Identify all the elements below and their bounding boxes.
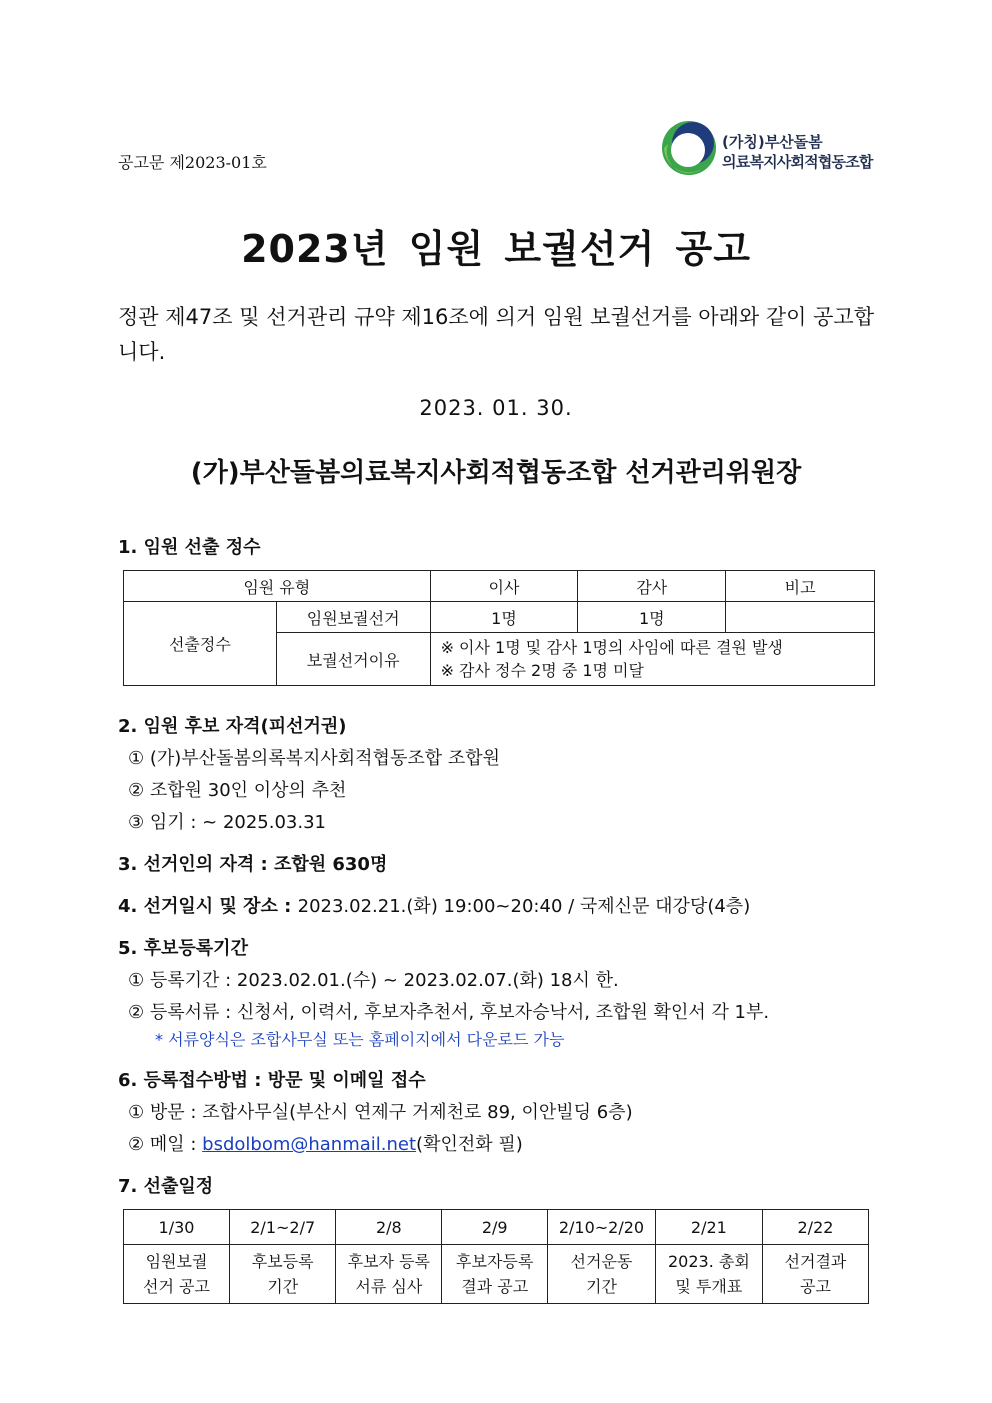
logo-text-line2: 의료복지사회적협동조합 [722, 153, 873, 171]
schedule-event-cell [548, 1245, 656, 1304]
logo-text-line1: (가칭)부산돌봄 [722, 133, 823, 151]
email-link[interactable]: bsdolbom@hanmail.net [202, 1134, 417, 1155]
event-line: 선거 공고 [143, 1277, 210, 1296]
section3-heading: 3. 선거인의 자격 : 조합원 630명 [118, 854, 388, 875]
schedule-event-row [124, 1245, 869, 1304]
event-line: 기간 [267, 1277, 299, 1296]
header-cell: 이사 [430, 571, 578, 602]
event-line: 후보등록 [251, 1252, 314, 1271]
list-item: ② 등록서류 : 신청서, 이력서, 후보자추천서, 후보자승낙서, 조합원 확인서 각 1부. [128, 1002, 770, 1023]
list-item: ② 조합원 30인 이상의 추천 [128, 780, 347, 801]
table-header-row [124, 571, 875, 602]
event-line: 및 투개표 [675, 1277, 743, 1296]
row-label-cell: 보궐선거이유 [276, 633, 430, 686]
table-row [124, 602, 875, 633]
header-cell: 비고 [726, 571, 875, 602]
list-item: ① 방문 : 조합사무실(부산시 연제구 거제천로 89, 이안빌딩 6층) [128, 1102, 633, 1123]
schedule-event-cell [655, 1245, 762, 1304]
section4-detail: 2023.02.21.(화) 19:00~20:40 / 국제신문 대강당(4층) [297, 896, 751, 917]
group-label-cell: 선출정수 [124, 602, 277, 686]
schedule-event-cell [124, 1245, 230, 1304]
schedule-date-cell: 2/8 [336, 1210, 442, 1245]
section7-heading: 7. 선출일정 [118, 1176, 214, 1197]
section2-heading: 2. 임원 후보 자격(피선거권) [118, 716, 347, 737]
schedule-table [123, 1209, 869, 1304]
section1-heading: 1. 임원 선출 정수 [118, 537, 261, 558]
header-cell: 임원 유형 [124, 571, 431, 602]
event-line: 결과 공고 [461, 1277, 529, 1296]
schedule-date-cell: 2/9 [442, 1210, 548, 1245]
schedule-event-cell [336, 1245, 442, 1304]
note-cell [726, 602, 875, 633]
election-quota-table [123, 570, 875, 686]
event-line: 기간 [586, 1277, 617, 1296]
event-line: 서류 심사 [355, 1277, 423, 1296]
reason-line: ※ 이사 1명 및 감사 1명의 사임에 따른 결원 발생 [440, 638, 783, 657]
list-item: ③ 임기 : ~ 2025.03.31 [128, 812, 327, 833]
header-cell: 감사 [578, 571, 726, 602]
reason-cell [430, 633, 874, 686]
list-item: ① (가)부산돌봄의록복지사회적협동조합 조합원 [128, 748, 500, 769]
schedule-date-row [124, 1210, 869, 1245]
event-line: 후보자등록 [456, 1252, 534, 1271]
schedule-date-cell: 2/1~2/7 [230, 1210, 336, 1245]
schedule-event-cell [762, 1245, 868, 1304]
schedule-date-cell: 2/21 [655, 1210, 762, 1245]
director-count-cell: 1명 [430, 602, 578, 633]
schedule-date-cell: 2/10~2/20 [548, 1210, 656, 1245]
logo-swirl-icon [658, 118, 722, 178]
event-line: 공고 [800, 1277, 831, 1296]
event-line: 후보자 등록 [347, 1252, 431, 1271]
mail-label: ② 메일 : [128, 1134, 203, 1155]
event-line: 선거운동 [570, 1252, 633, 1271]
notice-number: 공고문 제2023-01호 [118, 153, 267, 172]
list-item: ① 등록기간 : 2023.02.01.(수) ~ 2023.02.07.(화) 18시 한. [128, 970, 619, 991]
row-label-cell: 임원보궐선거 [276, 602, 430, 633]
schedule-event-cell [442, 1245, 548, 1304]
reason-line: ※ 감사 정수 2명 중 1명 미달 [440, 661, 644, 680]
auditor-count-cell: 1명 [578, 602, 726, 633]
intro-paragraph: 정관 제47조 및 선거관리 규약 제16조에 의거 임원 보궐선거를 아래와 같이 공고합니다. [118, 305, 874, 364]
download-note: * 서류양식은 조합사무실 또는 홈페이지에서 다운로드 가능 [155, 1030, 565, 1049]
event-line: 임원보궐 [145, 1252, 208, 1271]
section4-line [118, 892, 750, 918]
section5-heading: 5. 후보등록기간 [118, 938, 248, 959]
mail-suffix: (확인전화 필) [416, 1134, 523, 1155]
schedule-date-cell: 2/22 [762, 1210, 868, 1245]
section4-heading: 4. 선거일시 및 장소 : [118, 896, 292, 917]
organization-logo [658, 118, 878, 178]
notice-date: 2023. 01. 30. [419, 396, 573, 420]
event-line: 선거결과 [784, 1252, 847, 1271]
schedule-date-cell: 1/30 [124, 1210, 230, 1245]
document-title: 2023년 임원 보궐선거 공고 [241, 227, 751, 271]
list-item [128, 1130, 523, 1156]
issuer-organization: (가)부산돌봄의료복지사회적협동조합 선거관리위원장 [190, 458, 802, 488]
event-line: 2023. 총회 [667, 1252, 750, 1271]
schedule-event-cell [230, 1245, 336, 1304]
section6-heading: 6. 등록접수방법 : 방문 및 이메일 접수 [118, 1070, 426, 1091]
